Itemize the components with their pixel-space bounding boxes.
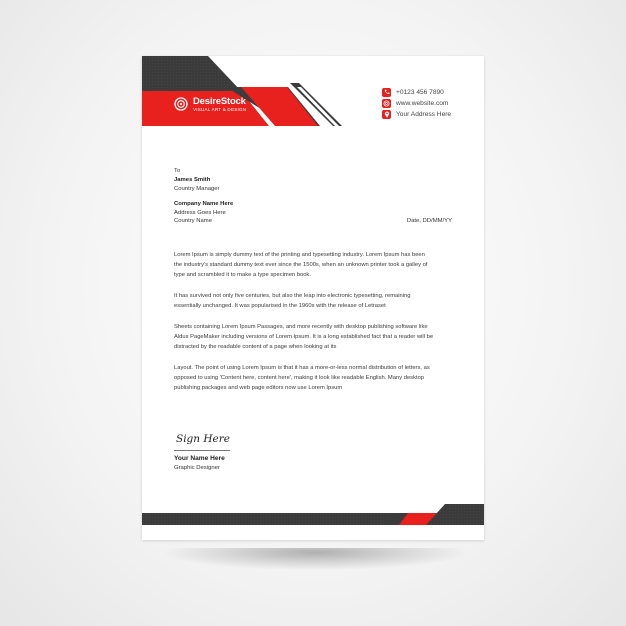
to-label: To (174, 168, 181, 174)
company-address: Address Goes Here (174, 210, 226, 216)
signature-line (174, 450, 230, 451)
body-paragraph-2: It has survived not only five centuries, but also the leap into electronic typesetting, remaining essentially unchanged. It was popularised in the 1960s with the release of Letraset (174, 293, 411, 310)
contact-address: Your Address Here (382, 109, 451, 119)
recipient-title: Country Manager (174, 186, 220, 192)
body-paragraph-4: Layout. The point of using Lorem Ipsum is that it has a more-or-less normal distribution of letters, as opposed to using 'Content here, content here', making it look like readable English. Many desktop publishing packages and web page editors now use Lorem Ipsum (174, 365, 430, 392)
signer-name: Your Name Here (174, 455, 225, 462)
body-paragraph-1: Lorem Ipsum is simply dummy text of the printing and typesetting industry. Lorem Ipsum has been the industry's standard dummy text ever since the 1500s, when an unknown printer took a galley of type and scrambled it to make a type specimen book. (174, 252, 428, 279)
at-icon (382, 99, 391, 108)
header-dark-band (142, 56, 241, 91)
letter-date: Date, DD/MM/YY (406, 218, 452, 224)
company-country: Country Name (174, 218, 212, 224)
page-shadow (165, 548, 465, 570)
signature-script: Sign Here (176, 433, 230, 445)
brand-name: DesireStock (193, 96, 246, 107)
company-name: Company Name Here (174, 201, 234, 207)
signer-title: Graphic Designer (174, 465, 220, 471)
letterhead-page (142, 56, 484, 540)
recipient-name: James Smith (174, 177, 211, 183)
contact-phone: +0123 456 7890 (382, 87, 444, 97)
contact-website: www.website.com (382, 98, 448, 108)
footer-decoration (142, 504, 484, 540)
footer-dark-band (142, 513, 414, 525)
brand-tagline: VISUAL ART & DESIGN (193, 107, 247, 112)
phone-icon (382, 88, 391, 97)
target-icon (174, 97, 188, 111)
location-pin-icon (382, 110, 391, 119)
body-paragraph-3: Sheets containing Lorem Ipsum Passages, and more recently with desktop publishing software like Aldus PageMaker including versions of Lorem Ipsum. It is a long established fact that a reader will be distracted by the readable content of a page when looking at its (174, 324, 434, 351)
